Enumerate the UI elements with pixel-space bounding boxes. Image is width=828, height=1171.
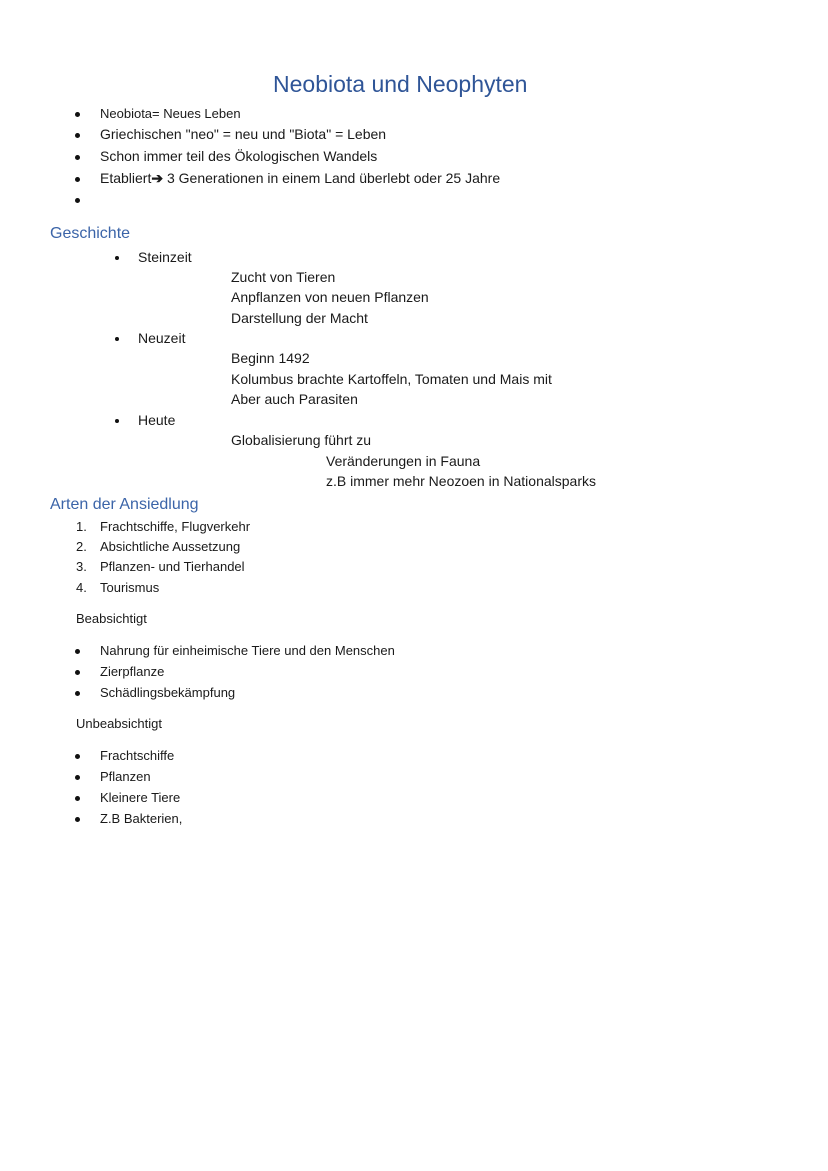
list-item-definition: 3 Generationen in einem Land überlebt oder 25 Jahre (166, 170, 501, 186)
list-number: 2. (76, 539, 87, 554)
bullet-dot (75, 112, 80, 117)
period-line: Zucht von Tieren (231, 269, 336, 285)
bullet-dot (75, 177, 80, 182)
period-line: Beginn 1492 (231, 350, 310, 366)
list-item: Neobiota= Neues Leben (100, 106, 241, 121)
bullet-dot (75, 198, 80, 203)
list-number: 3. (76, 559, 87, 574)
period-line: Veränderungen in Fauna (326, 453, 481, 469)
list-item (100, 170, 500, 187)
period-line: Darstellung der Macht (231, 310, 368, 326)
list-item: Tourismus (100, 580, 160, 595)
list-number: 1. (76, 519, 87, 534)
list-item: Pflanzen- und Tierhandel (100, 559, 245, 574)
section-heading-ansiedlung: Arten der Ansiedlung (50, 496, 199, 513)
list-item: Z.B Bakterien, (100, 811, 183, 826)
list-item: Pflanzen (100, 769, 151, 784)
list-item: Zierpflanze (100, 664, 165, 679)
period-name: Neuzeit (138, 330, 186, 346)
bullet-dot (75, 133, 80, 138)
list-item: Nahrung für einheimische Tiere und den Menschen (100, 643, 395, 658)
period-line: z.B immer mehr Neozoen in Nationalsparks (326, 473, 596, 489)
subheading-beabsichtigt: Beabsichtigt (76, 611, 147, 626)
bullet-dot (75, 775, 80, 780)
list-item: Kleinere Tiere (100, 790, 181, 805)
bullet-dot (75, 155, 80, 160)
bullet-dot (75, 796, 80, 801)
period-line: Globalisierung führt zu (231, 432, 372, 448)
period-name: Steinzeit (138, 249, 192, 265)
section-heading-geschichte: Geschichte (50, 225, 131, 242)
bullet-dot (75, 691, 80, 696)
list-item: Frachtschiffe (100, 748, 175, 763)
period-name: Heute (138, 412, 176, 428)
bullet-dot (115, 256, 119, 260)
list-item-term: Etabliert (100, 170, 152, 186)
list-number: 4. (76, 580, 87, 595)
period-line: Kolumbus brachte Kartoffeln, Tomaten und Mais mit (231, 371, 552, 387)
page-title: Neobiota und Neophyten (273, 71, 528, 97)
bullet-dot (75, 754, 80, 759)
period-line: Anpflanzen von neuen Pflanzen (231, 289, 429, 305)
bullet-dot (75, 649, 80, 654)
list-item: Griechischen "neo" = neu und "Biota" = Leben (100, 126, 387, 142)
subheading-unbeabsichtigt: Unbeabsichtigt (76, 716, 162, 731)
bullet-dot (75, 817, 80, 822)
list-item: Frachtschiffe, Flugverkehr (100, 519, 251, 534)
period-line: Aber auch Parasiten (231, 391, 358, 407)
list-item: Schon immer teil des Ökologischen Wandels (100, 148, 378, 164)
bullet-dot (115, 419, 119, 423)
bullet-dot (75, 670, 80, 675)
list-item: Schädlingsbekämpfung (100, 685, 236, 700)
bullet-dot (115, 337, 119, 341)
arrow-icon: ➔ (151, 170, 164, 186)
list-item: Absichtliche Aussetzung (100, 539, 241, 554)
